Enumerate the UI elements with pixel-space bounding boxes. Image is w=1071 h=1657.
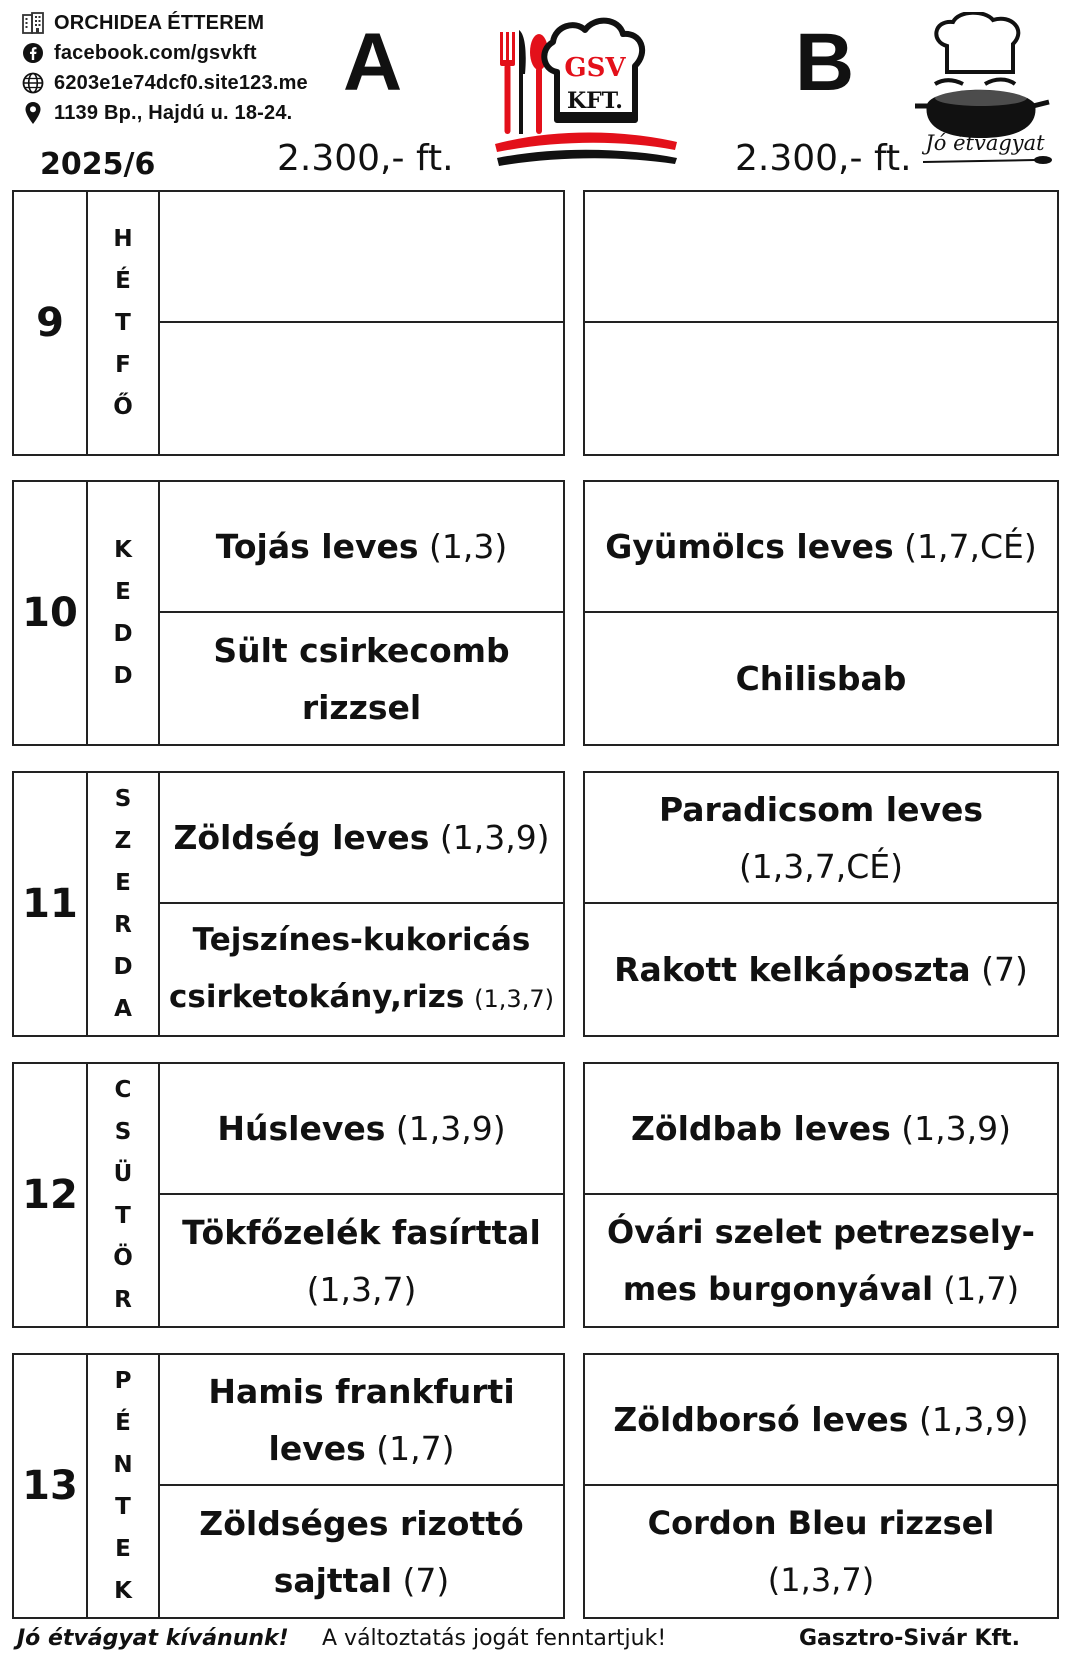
day-block-wednesday — [12, 771, 1059, 1037]
menu-a-main-cell — [160, 613, 563, 744]
menu-a-main-cell — [160, 323, 563, 454]
dish-name: Gyümölcs leves — [605, 527, 894, 566]
dish-name: Zöldség leves — [173, 818, 430, 857]
menu-a-soup-cell — [160, 1064, 563, 1195]
chef-illustration — [915, 12, 1055, 167]
contact-row-address — [20, 98, 308, 128]
facebook-icon — [20, 40, 46, 66]
menu-b-soup-cell — [585, 1355, 1057, 1486]
dish-name: Zöldséges rizottó sajttal — [199, 1503, 524, 1600]
day-name: K E D D — [113, 537, 133, 689]
day-number: 11 — [14, 773, 88, 1035]
day-number: 9 — [14, 192, 88, 454]
menu-a-box — [12, 771, 565, 1037]
allergen-codes: (7) — [981, 950, 1028, 989]
allergen-codes: (1,3,9) — [918, 1400, 1029, 1439]
footer — [0, 1626, 1071, 1656]
menu-a-soup-cell — [160, 1355, 563, 1486]
menu-a-box — [12, 1062, 565, 1328]
allergen-codes: (1,3) — [429, 527, 508, 566]
menu-a-main-cell — [160, 904, 563, 1035]
day-number: 12 — [14, 1064, 88, 1326]
contact-row-website — [20, 68, 308, 98]
dish-name: Paradicsom leves — [658, 789, 984, 829]
allergen-codes: (1,3,9) — [395, 1109, 506, 1148]
dish-name: Tojás leves — [215, 527, 419, 566]
menu-a-box — [12, 190, 565, 456]
allergen-codes: (1,3,7) — [474, 984, 554, 1013]
menu-a-box — [12, 1353, 565, 1619]
dish-name: Sült csirkecomb rizzsel — [213, 630, 510, 727]
day-number: 10 — [14, 482, 88, 744]
menu-b-label: B — [795, 17, 855, 108]
day-name: C S Ü T Ö R — [113, 1077, 133, 1313]
period-label: 2025/6 — [40, 147, 156, 182]
day-name: S Z E R D A — [113, 786, 133, 1022]
menu-a-soup-cell — [160, 482, 563, 613]
day-block-monday — [12, 190, 1059, 456]
dish-name: Zöldbab leves — [631, 1109, 891, 1148]
menu-a-main-cell — [160, 1195, 563, 1326]
menu-b-soup-cell — [585, 773, 1057, 904]
allergen-codes: (1,3,7) — [306, 1269, 417, 1309]
allergen-codes: (1,7,CÉ) — [904, 527, 1037, 566]
chef-caption: Jó étvágyat — [925, 131, 1045, 155]
menu-a-soup-cell — [160, 192, 563, 323]
menu-a-box — [12, 480, 565, 746]
logo-text-kft: KFT. — [567, 88, 623, 114]
footer-disclaimer: A változtatás jogát fenntartjuk! — [322, 1626, 667, 1651]
dish-name: Rakott kelkáposzta — [614, 950, 971, 989]
menu-b-box — [583, 1353, 1059, 1619]
menu-a-label: A — [343, 17, 403, 108]
dish-name: Hamis frankfurti leves — [208, 1371, 515, 1468]
menu-b-main-cell — [585, 904, 1057, 1035]
dish-name: Cordon Bleu rizzsel — [647, 1503, 995, 1542]
menu-a-main-cell — [160, 1486, 563, 1617]
allergen-codes: (1,3,9) — [439, 818, 550, 857]
dish-name: Chilisbab — [735, 659, 907, 698]
menu-b-main-cell — [585, 1486, 1057, 1617]
menu-b-box — [583, 190, 1059, 456]
menu-b-soup-cell — [585, 1064, 1057, 1195]
restaurant-name: ORCHIDEA ÉTTEREM — [54, 11, 265, 34]
website-link[interactable]: 6203e1e74dcf0.site123.me — [54, 71, 308, 94]
logo-text-gsv: GSV — [564, 53, 626, 83]
menu-b-main-cell — [585, 613, 1057, 744]
allergen-codes: (1,3,9) — [901, 1109, 1011, 1148]
gsv-logo — [495, 12, 685, 177]
day-block-thursday — [12, 1062, 1059, 1328]
menu-b-box — [583, 771, 1059, 1037]
menu-a-price: 2.300,- ft. — [277, 138, 454, 179]
allergen-codes: (1,7) — [376, 1428, 455, 1468]
menu-b-soup-cell — [585, 192, 1057, 323]
day-block-friday — [12, 1353, 1059, 1619]
dish-name: Zöldborsó leves — [613, 1400, 909, 1439]
day-name: H É T F Ő — [113, 226, 133, 420]
footer-company: Gasztro-Sivár Kft. — [799, 1626, 1020, 1651]
day-name: P É N T E K — [113, 1368, 133, 1604]
location-pin-icon — [20, 100, 46, 126]
menu-b-main-cell — [585, 1195, 1057, 1326]
day-name-column — [88, 1355, 160, 1617]
contact-row-restaurant — [20, 8, 308, 38]
contact-row-facebook — [20, 38, 308, 68]
menu-a-soup-cell — [160, 773, 563, 904]
dish-name: Óvári szelet petrezsely-mes burgonyával — [607, 1212, 1035, 1308]
dish-name: Tökfőzelék fasírttal — [182, 1212, 541, 1252]
day-name-column — [88, 1064, 160, 1326]
allergen-codes: (1,3,7) — [767, 1560, 875, 1599]
day-name-column — [88, 192, 160, 454]
address: 1139 Bp., Hajdú u. 18-24. — [54, 101, 293, 124]
dish-name: Tejszínes-kukoricás csirketokány,rizs — [169, 921, 531, 1015]
allergen-codes: (1,3,7,CÉ) — [738, 846, 904, 886]
day-name-column — [88, 482, 160, 744]
menu-b-box — [583, 480, 1059, 746]
menu-b-price: 2.300,- ft. — [735, 138, 912, 179]
facebook-link[interactable]: facebook.com/gsvkft — [54, 41, 257, 64]
menu-b-soup-cell — [585, 482, 1057, 613]
day-block-tuesday — [12, 480, 1059, 746]
allergen-codes: (1,7) — [943, 1269, 1020, 1308]
footer-greeting: Jó étvágyat kívánunk! — [17, 1626, 289, 1651]
dish-name: Húsleves — [217, 1109, 386, 1148]
globe-icon — [20, 70, 46, 96]
menu-b-box — [583, 1062, 1059, 1328]
day-number: 13 — [14, 1355, 88, 1617]
day-name-column — [88, 773, 160, 1035]
allergen-codes: (7) — [402, 1560, 450, 1600]
contact-info — [20, 8, 308, 128]
building-icon — [20, 10, 46, 36]
menu-b-main-cell — [585, 323, 1057, 454]
